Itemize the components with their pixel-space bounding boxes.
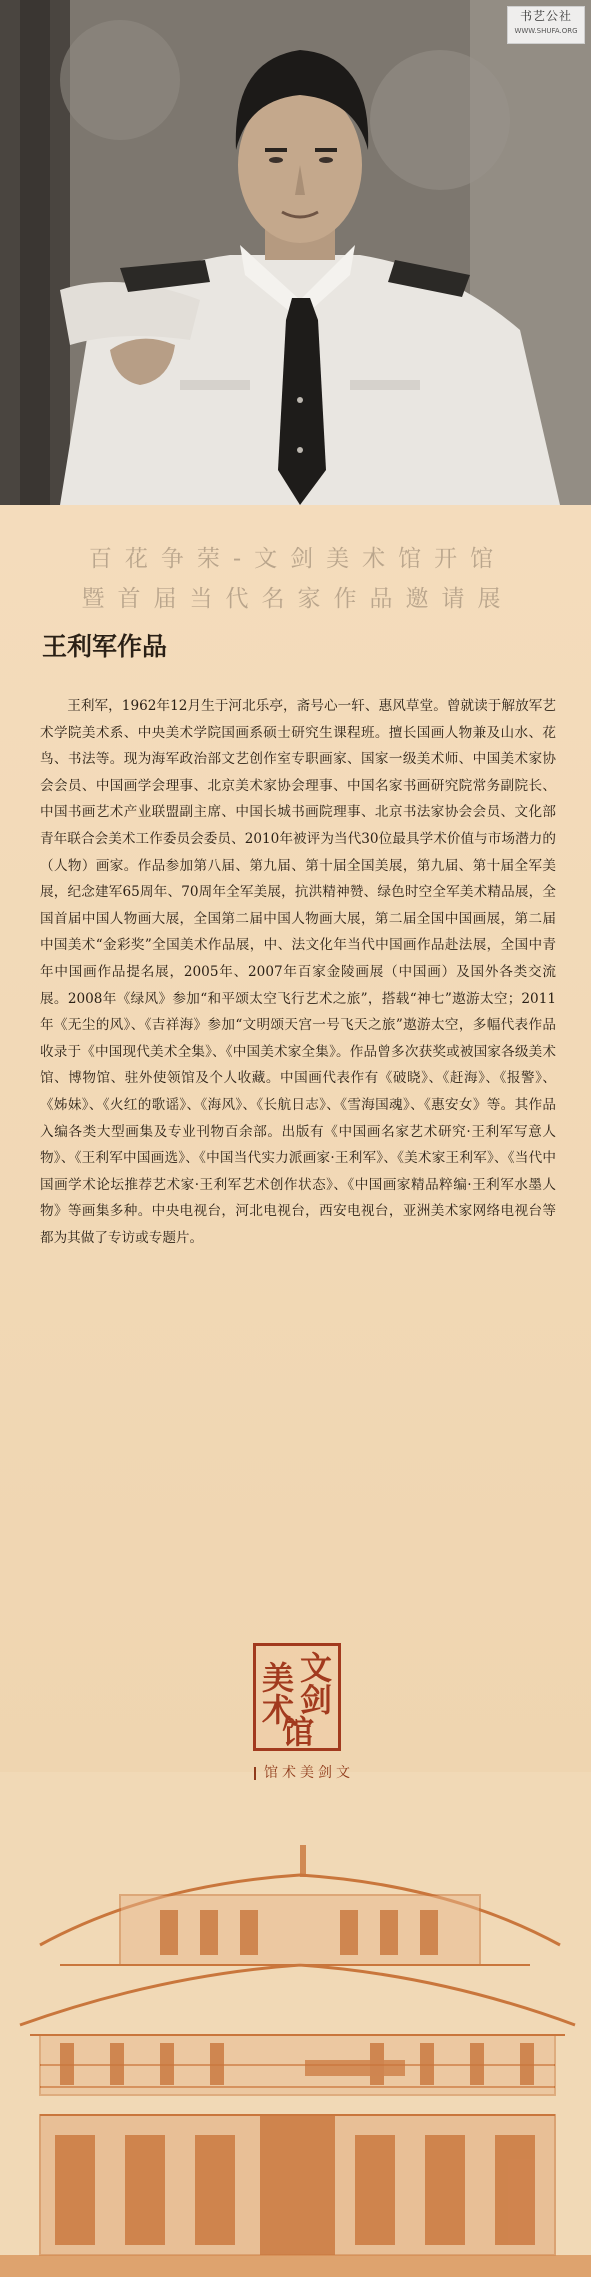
seal-char-4: 术 — [262, 1691, 295, 1729]
portrait-illustration — [0, 0, 591, 505]
seal-char-1: 文 — [300, 1649, 333, 1687]
content-panel — [0, 505, 591, 1781]
artist-biography: 王利军，1962年12月生于河北乐亭，斋号心一轩、惠风草堂。曾就读于解放军艺术学院美术系、中央美术学院国画系硕士研究生课程班。擅长国画人物兼及山水、花鸟、书法等。现为海军政治部文艺创作室专职画家、国家一级美术师、中国美术家协会会员、中国画学会理事、北京美术家协会理事、中国名家书画研究院常务副院长、中国书画艺术产业联盟副主席、中国长城书画院理事、北京书法家协会会员、文化部青年联合会美术工作委员会委员、2010年被评为当代30位最具学术价值与市场潜力的（人物）画家。作品参加第八届、第九届、第十届全国美展，第九届、第十届全军美展，纪念建军65周年、70周年全军美展，抗洪精神赞、绿色时空全军美术精品展，全国首届中国人物画大展，全国第二届中国人物画大展，第二届全国中国画展，第二届中国美术“金彩奖”全国美术作品展，中、法文化年当代中国画作品赴法展，全国中青年中国画作品提名展，2005年、2007年百家金陵画展（中国画）及国外各类交流展。2008年《绿风》参加“和平颂太空飞行艺术之旅”，搭载“神七”遨游太空；2011年《无尘的风》、《吉祥海》参加“文明颂天宫一号飞天之旅”遨游太空，多幅代表作品收录于《中国现代美术全集》、《中国美术家全集》。作品曾多次获奖或被国家各级美术馆、博物馆、驻外使领馆及个人收藏。中国画代表作有《破晓》、《赶海》、《报警》、《姊妹》、《火红的歌谣》、《海风》、《长航日志》、《雪海国魂》、《惠安女》等。其作品入编各类大型画集及专业刊物百余部。出版有《中国画名家艺术研究·王利军写意人物》、《王利军中国画选》、《中国当代实力派画家·王利军》、《美术家王利军》、《当代中国画学术论坛推荐艺术家·王利军艺术创作状态》、《中国画家精品粹编·王利军水墨人物》等画集多种。中央电视台，河北电视台，西安电视台，亚洲美术家网络电视台等都为其做了专访或专题片。 — [40, 698, 556, 1246]
seal-char-2: 剑 — [300, 1681, 333, 1719]
brand-label: 馆术美剑文 — [264, 1765, 354, 1781]
portrait-photo — [0, 0, 591, 505]
watermark-url: WWW.SHUFA.ORG — [514, 27, 578, 35]
seal-char-3: 美 — [262, 1659, 295, 1697]
exhibition-title-line2: 暨首届当代名家作品邀请展 — [81, 586, 514, 612]
museum-building-illustration — [0, 1815, 591, 2277]
artist-heading: 王利军作品 — [42, 632, 168, 661]
seal-char-5: 馆 — [282, 1713, 315, 1751]
brand-bar — [254, 1767, 256, 1780]
exhibition-title-line1: 百花争荣-文剑美术馆开馆 — [88, 546, 507, 572]
watermark-site-name: 书艺公社 — [519, 9, 572, 23]
red-seal-stamp — [253, 1643, 341, 1751]
site-watermark — [507, 6, 585, 44]
museum-brand-text — [254, 1762, 374, 1782]
